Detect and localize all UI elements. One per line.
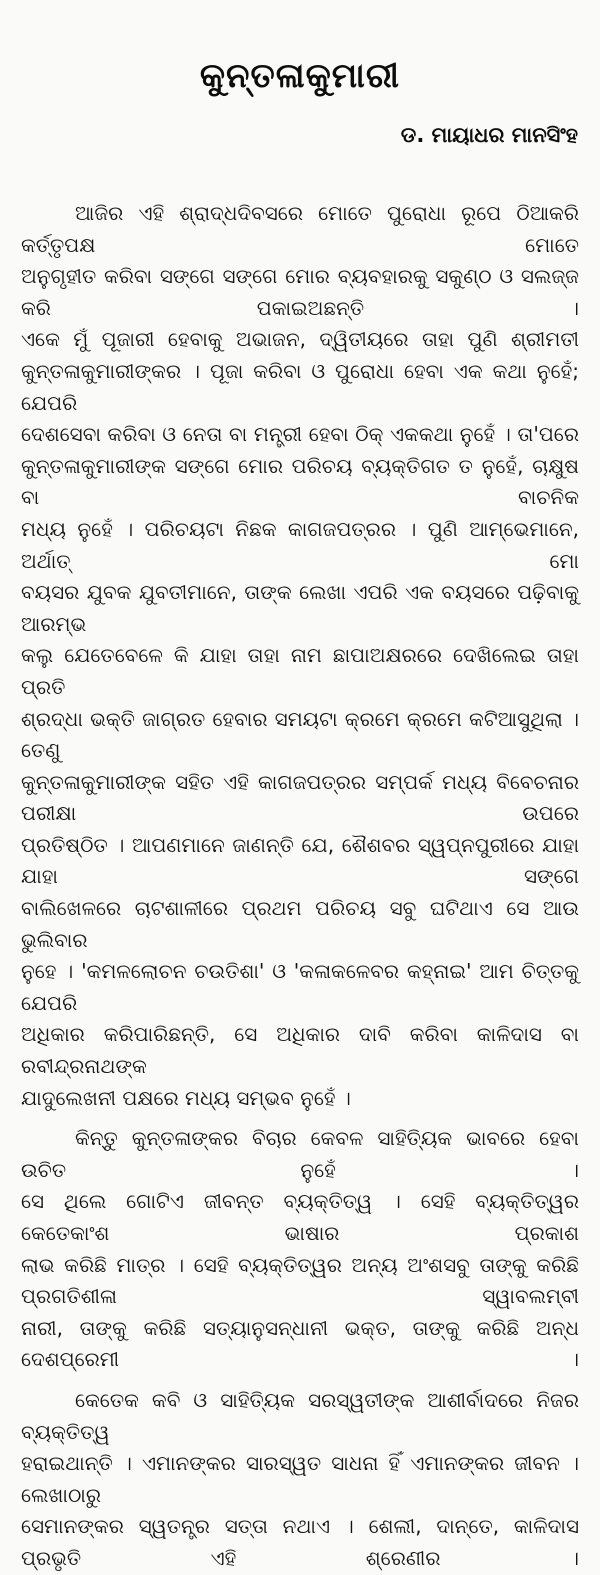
paragraph-3 (21, 1385, 579, 1575)
paragraph-1 (21, 198, 579, 1114)
paragraph-line: ଯାଦୁଲେଖନୀ ପକ୍ଷରେ ମଧ୍ୟ ସମ୍ଭବ ନୁହେଁ । (21, 1085, 351, 1110)
paragraph-line: ପ୍ରତିଷ୍ଠିତ । ଆପଣମାନେ ଜାଣନ୍ତି ଯେ, ଶୈଶବର ସ୍ୱପ୍ନପୁରୀରେ ଯାହା ଯାହା ସଙ୍ଗେ (21, 832, 579, 889)
paragraph-2 (21, 1123, 579, 1376)
paragraph-line: କେତେକ କବି ଓ ସାହିତ୍ୟିକ ସରସ୍ୱତୀଙ୍କ ଆଶୀର୍ବାଦରେ ନିଜର ବ୍ୟକ୍ତିତ୍ୱ (21, 1387, 579, 1444)
paragraph-line: କଲୁ ଯେତେବେଳେ କି ଯାହା ତାହା ନାମ ଛାପାଅକ୍ଷରରେ ଦେଖିଲେଇ ତାହା ପ୍ରତି (21, 643, 579, 699)
paragraph-line: ସେମାନଙ୍କର ସ୍ୱତନ୍ତ୍ର ସତ୍ତା ନଥାଏ । ଶେଲୀ, ଦାନ୍ତେ, କାଳିଦାସ ପ୍ରଭୃତି ଏହି ଶ୍ରେଣୀର । (21, 1514, 579, 1570)
paragraph-line: ଅଧିକାର କରିପାରିଛନ୍ତି, ସେ ଅଧିକାର ଦାବି କରିବା କାଳିଦାସ ବା ରବୀନ୍ଦ୍ରନାଥଙ୍କ (21, 1022, 579, 1079)
body-text (21, 198, 579, 1575)
paragraph-line: କିନ୍ତୁ କୁନ୍ତଳାଙ୍କର ବିଚାର କେବଳ ସାହିତ୍ୟିକ ଭାବରେ ହେବା ଉଚିତ ନୁହେଁ । (21, 1126, 579, 1182)
author-byline: ଡ. ମାୟାଧର ମାନସିଂହ (400, 123, 578, 147)
paragraph-line: ନୁହେ । 'କମଳଲୋଚନ ଚଉତିଶା' ଓ 'କଳାକଳେବର କହ୍ନାଇ' ଆମ ଚିତ୍ତକୁ ଯେପରି (21, 959, 579, 1015)
paragraph-line: କୁନ୍ତଳାକୁମାରୀଙ୍କ ସହିତ ଏହି କାଗଜପତ୍ରର ସମ୍ପର୍କ ମଧ୍ୟ ବିବେଚନାର ପରୀକ୍ଷା ଉପରେ (21, 769, 579, 826)
paragraph-line: ଦେଶସେବା କରିବା ଓ ନେତା ବା ମନ୍ତ୍ରୀ ହେବା ଠିକ୍ ଏକକଥା ନୁହେଁ । ତା'ପରେ (21, 422, 579, 447)
paragraph-line: ଏକେ ମୁଁ ପୂଜାରୀ ହେବାକୁ ଅଭାଜନ, ଦ୍ୱିତୀୟରେ ତାହା ପୁଣି ଶ୍ରୀମତୀ (21, 327, 579, 352)
paragraph-line: ନାରୀ, ତାଙ୍କୁ କରିଛି ସତ୍ୟାନୁସନ୍ଧାନୀ ଭକ୍ତ, ତାଙ୍କୁ କରିଛି ଅନ୍ଧ ଦେଶପ୍ରେମୀ । (21, 1315, 579, 1372)
paragraph-line: ବାଲିଖେଳରେ ଚାଟଶାଳୀରେ ପ୍ରଥମ ପରିଚୟ ସବୁ ଘଟିଥାଏ ସେ ଆଉ ଭୁଲିବାର (21, 896, 579, 952)
paragraph-line: ହରାଇଥାନ୍ତି । ଏମାନଙ୍କର ସାରସ୍ୱତ ସାଧନା ହିଁ ଏମାନଙ୍କର ଜୀବନ । ଲେଖାଠାରୁ (21, 1451, 579, 1507)
paragraph-line: କୁନ୍ତଳାକୁମାରୀଙ୍କ ସଙ୍ଗେ ମୋର ପରିଚୟ ବ୍ୟକ୍ତିଗତ ତ ନୁହେଁ, ଚାକ୍ଷୁଷ ବା ବାଚନିକ (21, 453, 579, 510)
paragraph-line: କୁନ୍ତଳାକୁମାରୀଙ୍କର । ପୂଜା କରିବା ଓ ପୁରୋଧା ହେବା ଏକ କଥା ନୁହେଁ; ଯେପରି (21, 358, 579, 415)
page-title: କୁନ୍ତଳାକୁମାରୀ (199, 56, 401, 96)
paragraph-line: ସେ ଥିଲେ ଗୋଟିଏ ଜୀବନ୍ତ ବ୍ୟକ୍ତିତ୍ୱ । ସେହି ବ୍ୟକ୍ତିତ୍ୱର କେତେକାଂଶ ଭାଷାର ପ୍ରକାଶ (21, 1189, 579, 1245)
paragraph-line: ଅନୁଗୃହୀତ କରିବା ସଙ୍ଗେ ସଙ୍ଗେ ମୋର ବ୍ୟବହାରକୁ ସକୁଣ୍ଠ ଓ ସଲଜ୍ଜ କରି ପକାଇଅଛନ୍ତି । (21, 264, 579, 320)
paragraph-line: ଲାଭ କରିଛି ମାତ୍ର । ସେହି ବ୍ୟକ୍ତିତ୍ୱର ଅନ୍ୟ ଅଂଶସବୁ ତାଙ୍କୁ କରିଛି ପ୍ରଗତିଶୀଳା ସ୍ୱାବଲମ୍ବୀ (21, 1252, 579, 1309)
paragraph-line: ଶ୍ରଦ୍ଧା ଭକ୍ତି ଜାଗ୍ରତ ହେବାର ସମୟଟା କ୍ରମେ କ୍ରମେ କଟିଆସୁଥିଲା । ତେଣୁ (21, 706, 579, 763)
paragraph-line: ମଧ୍ୟ ନୁହେଁ । ପରିଚୟଟା ନିଛକ କାଗଜପତ୍ରର । ପୁଣି ଆମ୍ଭେମାନେ, ଅର୍ଥାତ୍ ମୋ (21, 516, 579, 573)
paragraph-line: ଆଜିର ଏହି ଶ୍ରାଦ୍ଧଦିବସରେ ମୋତେ ପୁରୋଧା ରୂପେ ଠିଆକରି କର୍ତ୍ତୃପକ୍ଷ ମୋତେ (21, 201, 579, 257)
paragraph-line: ବୟସର ଯୁବକ ଯୁବତୀମାନେ, ତାଙ୍କ ଲେଖା ଏପରି ଏକ ବୟସରେ ପଢ଼ିବାକୁ ଆରମ୍ଭ (21, 580, 579, 636)
